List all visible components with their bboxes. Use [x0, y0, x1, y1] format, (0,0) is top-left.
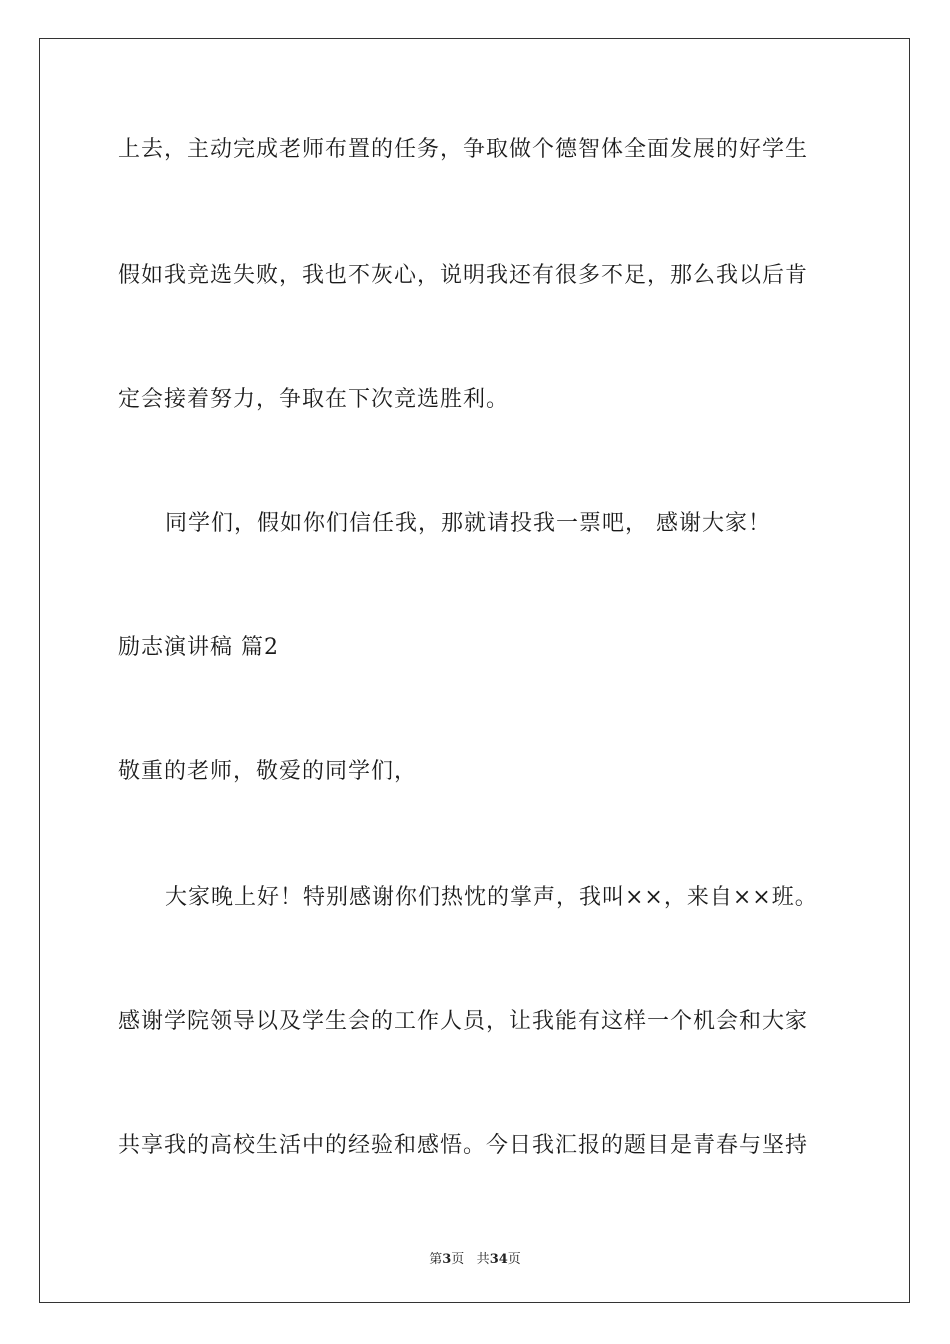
total-suffix: 页	[507, 1252, 521, 1267]
page-frame	[39, 38, 910, 1303]
section-heading: 励志演讲稿 篇2	[118, 635, 279, 660]
salutation: 敬重的老师，敬爱的同学们，	[118, 759, 418, 784]
page-prefix: 第	[429, 1252, 443, 1267]
page-footer	[0, 1248, 950, 1267]
body-line-8: 感谢学院领导以及学生会的工作人员，让我能有这样一个机会和大家	[118, 1009, 809, 1034]
body-line-3: 定会接着努力，争取在下次竞选胜利。	[118, 387, 510, 412]
body-line-4: 同学们，假如你们信任我，那就请投我一票吧， 感谢大家！	[165, 511, 771, 536]
body-line-9: 共享我的高校生活中的经验和感悟。今日我汇报的题目是青春与坚持	[118, 1133, 809, 1158]
body-line-2: 假如我竞选失败，我也不灰心，说明我还有很多不足，那么我以后肯	[118, 263, 809, 288]
body-line-7: 大家晚上好！特别感谢你们热忱的掌声，我叫××，来自××班。	[165, 885, 818, 910]
page-number: 3	[442, 1252, 452, 1267]
total-pages: 34	[489, 1252, 508, 1267]
body-line-1: 上去，主动完成老师布置的任务，争取做个德智体全面发展的好学生	[118, 137, 809, 162]
page-suffix: 页	[451, 1252, 465, 1267]
total-prefix: 共	[476, 1252, 490, 1267]
